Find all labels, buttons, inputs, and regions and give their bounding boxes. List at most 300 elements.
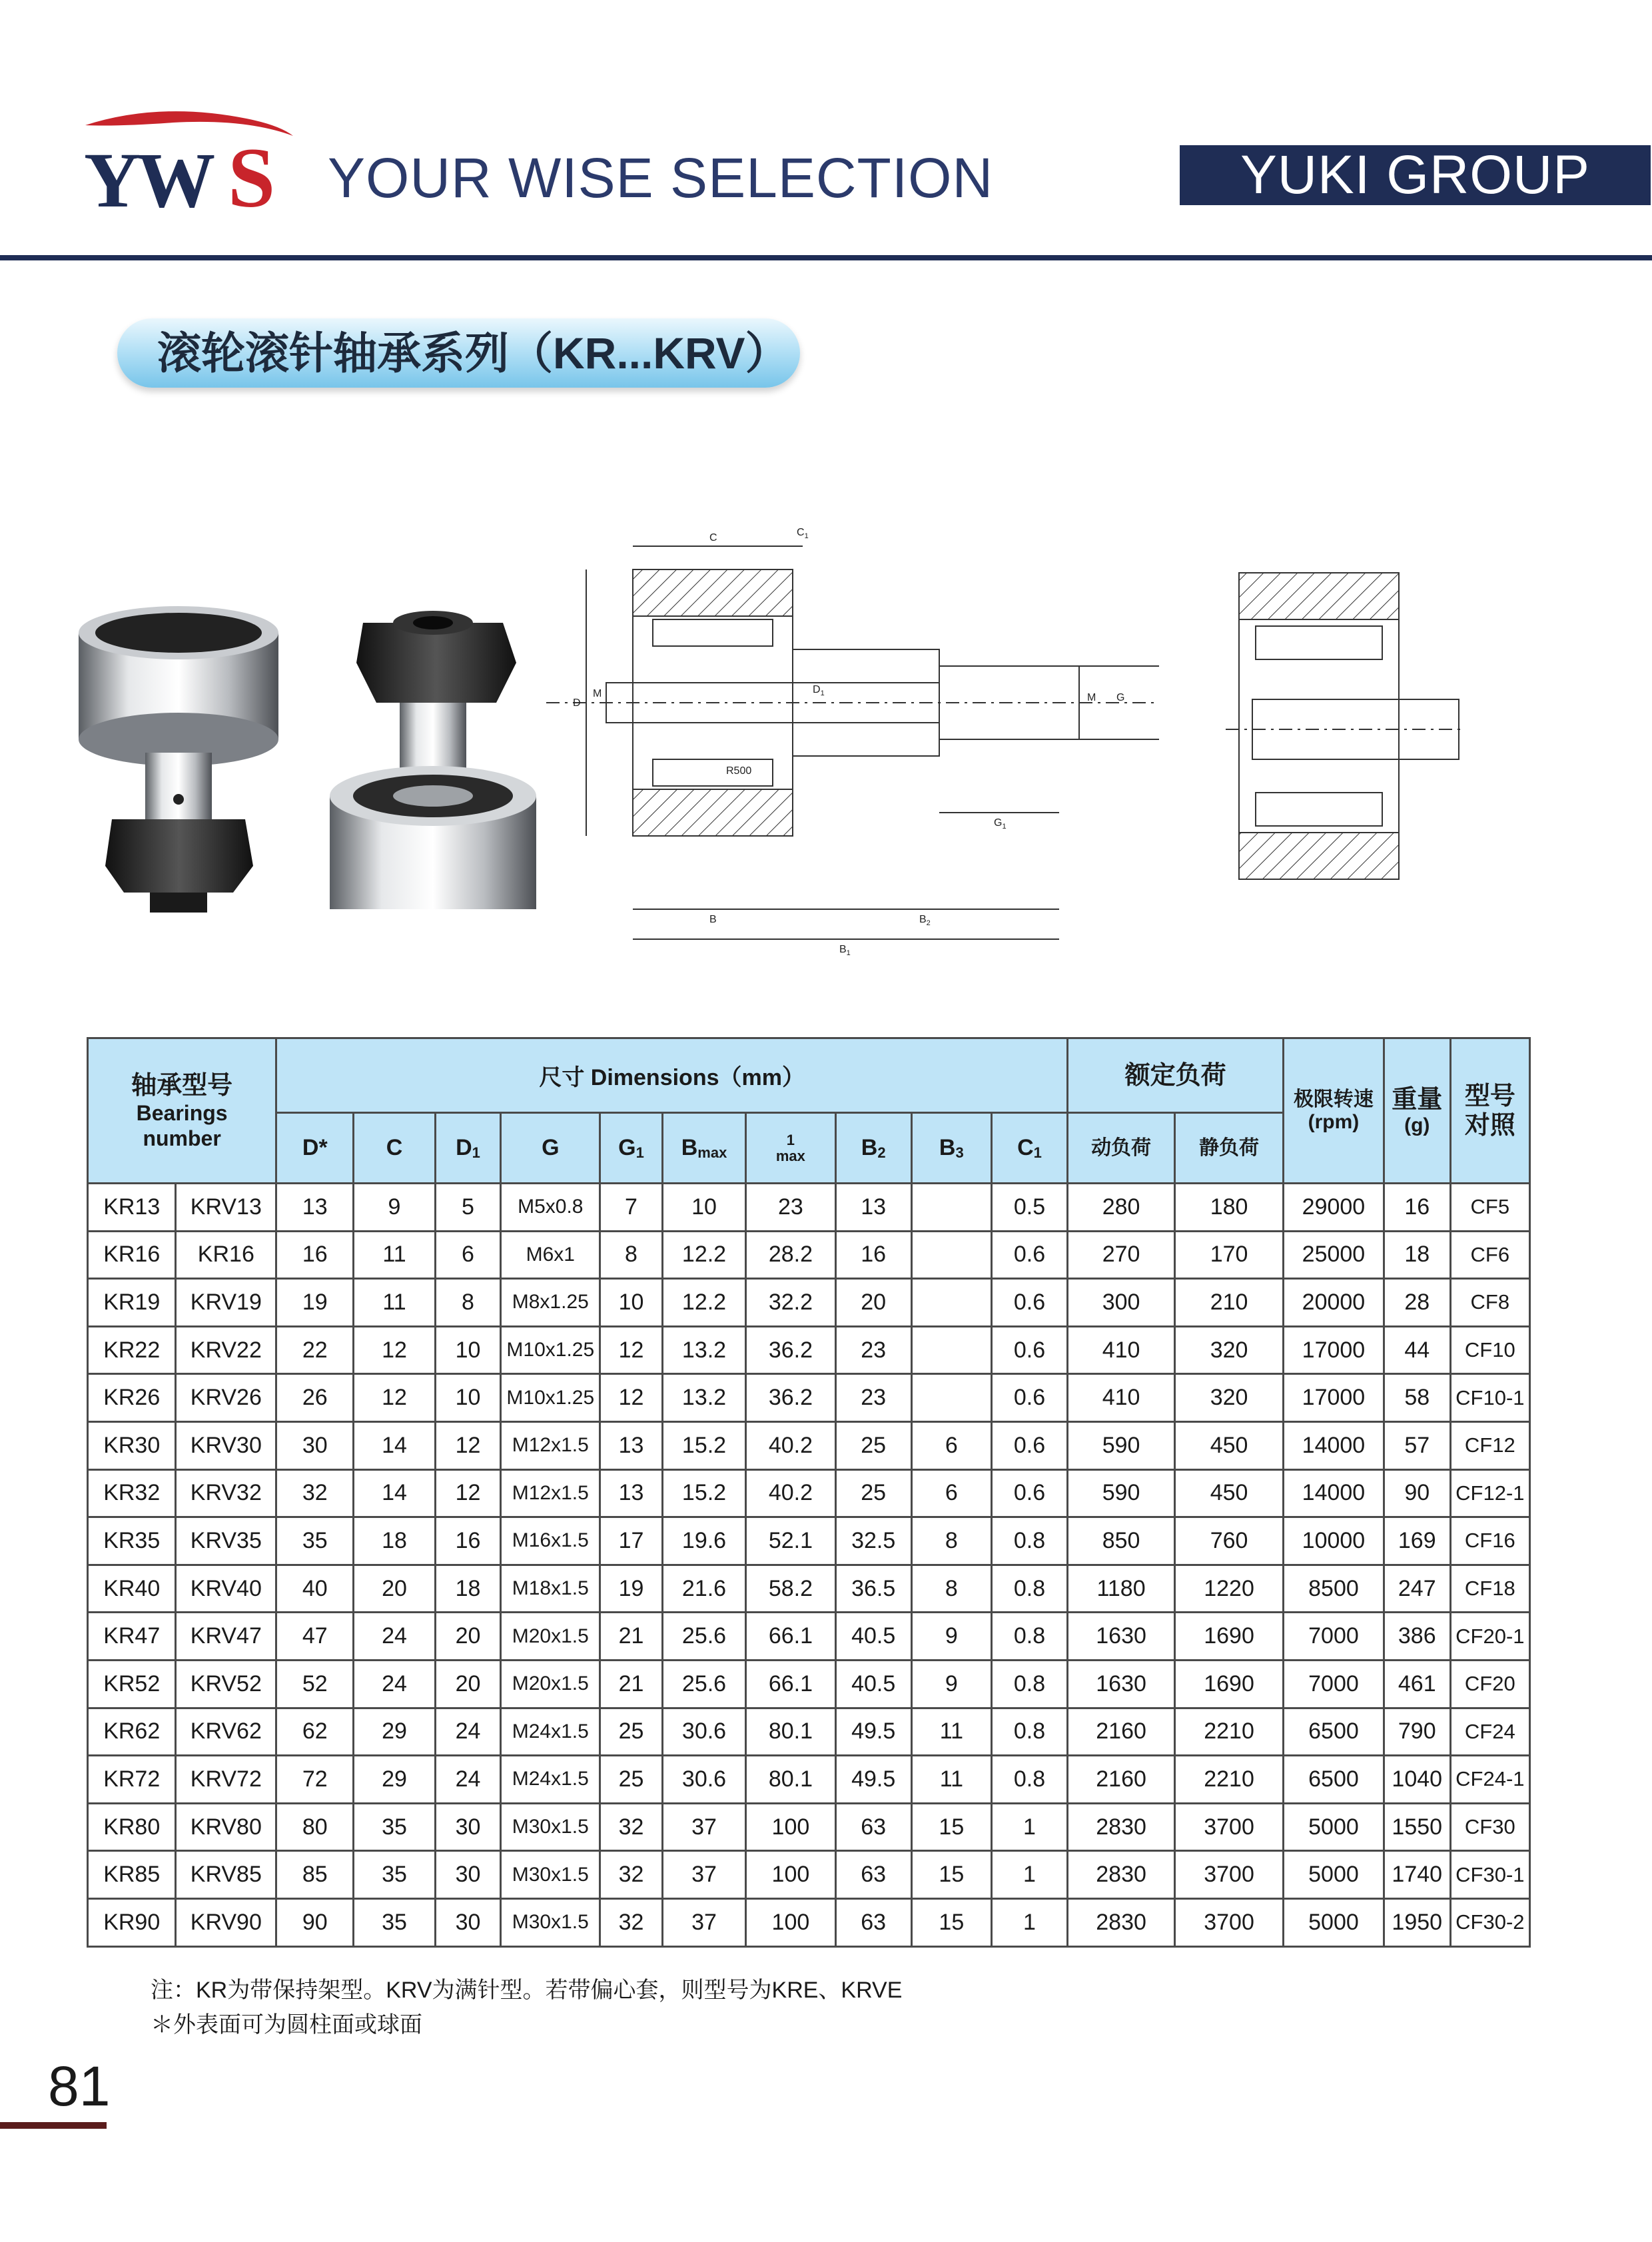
table-cell: KR90 [88,1898,176,1946]
table-cell: 2830 [1068,1851,1175,1899]
table-cell: 9 [354,1184,435,1232]
header-weight: 重量 (g) [1384,1038,1450,1184]
table-row [88,1756,1530,1804]
table-cell: 6 [435,1231,501,1279]
table-cell: 320 [1175,1326,1284,1374]
table-cell: 12 [354,1326,435,1374]
table-cell: M10x1.25 [501,1374,600,1422]
col-bmax: $B_{max}$ [662,1113,745,1184]
table-cell: CF12-1 [1450,1469,1529,1517]
table-cell: 1040 [1384,1756,1450,1804]
table-cell: 52.1 [746,1517,835,1565]
table-cell: 30.6 [662,1756,745,1804]
col-b1max: 1 max [746,1113,835,1184]
dim-label-d1: $D_1$ [813,684,825,697]
table-cell: 20 [435,1613,501,1661]
table-cell: 1690 [1175,1613,1284,1661]
table-cell: 0.8 [991,1565,1067,1613]
table-cell: 15.2 [662,1421,745,1469]
table-cell: 23 [835,1374,911,1422]
yws-logo [80,107,306,220]
table-cell: 5000 [1284,1898,1384,1946]
table-cell: 25000 [1284,1231,1384,1279]
table-cell: CF16 [1450,1517,1529,1565]
table-cell: 170 [1175,1231,1284,1279]
col-static-load: 静负荷 [1175,1113,1284,1184]
table-cell: 590 [1068,1421,1175,1469]
table-cell: 30 [276,1421,354,1469]
table-cell: 58 [1384,1374,1450,1422]
table-cell: 25 [835,1421,911,1469]
table-cell: 0.6 [991,1231,1067,1279]
col-g1: $G_1$ [600,1113,663,1184]
table-cell: M16x1.5 [501,1517,600,1565]
table-cell: 10 [600,1279,663,1327]
bearing-spec-table [87,1037,1531,1948]
table-cell: M5x0.8 [501,1184,600,1232]
header-rated-load: 额定负荷 [1068,1038,1284,1113]
full-complement-drawing [1226,560,1465,906]
table-cell: 35 [354,1898,435,1946]
table-row [88,1517,1530,1565]
table-row [88,1898,1530,1946]
svg-text:S: S [228,131,276,220]
table-cell: 63 [835,1898,911,1946]
table-cell: KR72 [88,1756,176,1804]
table-cell: 100 [746,1803,835,1851]
table-cell: 5000 [1284,1803,1384,1851]
table-cell: M20x1.5 [501,1660,600,1708]
table-cell: 1740 [1384,1851,1450,1899]
col-b2: $B_2$ [835,1113,911,1184]
table-cell: KRV13 [176,1184,276,1232]
dim-label-c1: $C_1$ [797,527,809,540]
table-cell: 2160 [1068,1708,1175,1756]
table-cell: CF30-1 [1450,1851,1529,1899]
table-cell: KRV40 [176,1565,276,1613]
table-cell: CF30 [1450,1803,1529,1851]
svg-text:YW: YW [84,137,212,220]
table-cell: 52 [276,1660,354,1708]
table-cell: 169 [1384,1517,1450,1565]
table-cell: 0.8 [991,1517,1067,1565]
table-cell: 8 [911,1517,991,1565]
table-cell: 18 [435,1565,501,1613]
table-cell: 410 [1068,1326,1175,1374]
table-cell: 66.1 [746,1660,835,1708]
col-c: C [354,1113,435,1184]
table-cell: 63 [835,1803,911,1851]
dim-label-g1: $G_1$ [994,817,1007,831]
table-cell: 40 [276,1565,354,1613]
table-cell: 8 [911,1565,991,1613]
table-cell: 1550 [1384,1803,1450,1851]
table-cell: 11 [911,1708,991,1756]
table-row [88,1184,1530,1232]
table-cell: KR19 [88,1279,176,1327]
table-cell: 10 [435,1374,501,1422]
table-cell: 10 [662,1184,745,1232]
table-cell: CF20-1 [1450,1613,1529,1661]
table-row [88,1708,1530,1756]
table-cell: 13 [835,1184,911,1232]
table-cell: 25.6 [662,1613,745,1661]
table-cell: 37 [662,1803,745,1851]
table-cell: 1630 [1068,1613,1175,1661]
table-cell: 23 [746,1184,835,1232]
col-d: D* [276,1113,354,1184]
table-cell: 0.5 [991,1184,1067,1232]
table-row [88,1613,1530,1661]
table-cell: 0.8 [991,1660,1067,1708]
table-cell: 12 [435,1469,501,1517]
table-cell: M24x1.5 [501,1756,600,1804]
table-cell: 7 [600,1184,663,1232]
table-cell: KR32 [88,1469,176,1517]
col-d1: $D_1$ [435,1113,501,1184]
table-cell: 40.5 [835,1660,911,1708]
table-cell: CF10 [1450,1326,1529,1374]
table-cell: 30 [435,1898,501,1946]
table-cell: 247 [1384,1565,1450,1613]
table-cell: 16 [276,1231,354,1279]
table-cell: 9 [911,1613,991,1661]
table-cell: 15.2 [662,1469,745,1517]
table-cell: KRV19 [176,1279,276,1327]
table-cell: M8x1.25 [501,1279,600,1327]
table-cell [911,1326,991,1374]
table-cell: CF6 [1450,1231,1529,1279]
table-cell: KRV52 [176,1660,276,1708]
col-g: G [501,1113,600,1184]
table-cell: 37 [662,1898,745,1946]
table-cell: 49.5 [835,1708,911,1756]
table-cell: CF24-1 [1450,1756,1529,1804]
table-cell: KR16 [88,1231,176,1279]
table-cell: 20 [835,1279,911,1327]
col-c1: $C_1$ [991,1113,1067,1184]
table-cell: 12 [435,1421,501,1469]
table-cell: 210 [1175,1279,1284,1327]
table-cell: 10000 [1284,1517,1384,1565]
table-cell: 300 [1068,1279,1175,1327]
table-cell: KR40 [88,1565,176,1613]
table-cell: 28 [1384,1279,1450,1327]
dim-label-d: D [573,697,581,709]
table-row [88,1851,1530,1899]
table-body [88,1184,1530,1947]
header-divider [0,255,1652,260]
table-cell: 32.2 [746,1279,835,1327]
dim-label-g: G [1116,692,1125,703]
table-cell: 32 [600,1803,663,1851]
table-cell: KRV32 [176,1469,276,1517]
table-cell: 40.2 [746,1469,835,1517]
table-cell: 14 [354,1421,435,1469]
dim-label-r500: R500 [726,765,752,777]
table-cell: 24 [435,1708,501,1756]
table-cell: 180 [1175,1184,1284,1232]
table-cell: 0.8 [991,1756,1067,1804]
table-cell: 790 [1384,1708,1450,1756]
table-cell: 29 [354,1708,435,1756]
table-row [88,1374,1530,1422]
table-cell: 35 [354,1851,435,1899]
hex-bearing-photo [323,596,546,923]
table-cell: 100 [746,1898,835,1946]
table-cell: 1 [991,1898,1067,1946]
table-cell: M30x1.5 [501,1803,600,1851]
table-cell: KR16 [176,1231,276,1279]
table-cell: 20 [435,1660,501,1708]
table-cell: 2160 [1068,1756,1175,1804]
table-cell: 13 [600,1421,663,1469]
table-cell: 90 [276,1898,354,1946]
table-cell: 9 [911,1660,991,1708]
table-cell: KR26 [88,1374,176,1422]
dim-label-b: B [709,914,717,925]
table-cell: 63 [835,1851,911,1899]
table-cell: 0.6 [991,1279,1067,1327]
table-cell: 29000 [1284,1184,1384,1232]
table-cell: KRV47 [176,1613,276,1661]
series-title: 滚轮滚针轴承系列（KR...KRV） [157,328,789,378]
table-cell: M6x1 [501,1231,600,1279]
table-cell: 450 [1175,1421,1284,1469]
page-number-rule [0,2122,107,2129]
dim-label-b1: $B_1$ [839,944,851,957]
table-cell: 11 [354,1279,435,1327]
table-cell: 21 [600,1660,663,1708]
table-cell: CF20 [1450,1660,1529,1708]
table-cell: 80 [276,1803,354,1851]
table-cell: 40.5 [835,1613,911,1661]
table-row [88,1469,1530,1517]
table-cell: 2830 [1068,1898,1175,1946]
table-cell: KRV85 [176,1851,276,1899]
table-cell: 16 [835,1231,911,1279]
table-header-row [88,1038,1530,1113]
table-cell: 410 [1068,1374,1175,1422]
table-cell: 35 [354,1803,435,1851]
table-cell: M24x1.5 [501,1708,600,1756]
dim-label-m2: M [1087,692,1096,703]
table-cell: 10 [435,1326,501,1374]
dim-label-b2: $B_2$ [919,914,931,927]
table-cell: 1630 [1068,1660,1175,1708]
table-cell [911,1279,991,1327]
table-cell: 850 [1068,1517,1175,1565]
table-cell: 280 [1068,1184,1175,1232]
table-cell: 16 [435,1517,501,1565]
header-bearing-number: 轴承型号 Bearings number [88,1038,276,1184]
table-cell: 5 [435,1184,501,1232]
note-outer-surface: ＊外表面可为圆柱面或球面 [151,2012,422,2038]
table-cell: 8 [600,1231,663,1279]
table-cell: 40.2 [746,1421,835,1469]
table-cell: 18 [1384,1231,1450,1279]
table-cell: KRV90 [176,1898,276,1946]
table-cell: 13 [600,1469,663,1517]
table-cell: 12 [354,1374,435,1422]
table-cell: KRV80 [176,1803,276,1851]
table-cell: 100 [746,1851,835,1899]
table-cell: 16 [1384,1184,1450,1232]
table-cell: M12x1.5 [501,1421,600,1469]
table-cell: 20000 [1284,1279,1384,1327]
table-cell: 0.8 [991,1613,1067,1661]
table-cell: 5000 [1284,1851,1384,1899]
table-cell: 270 [1068,1231,1175,1279]
table-cell: 28.2 [746,1231,835,1279]
table-cell: 6 [911,1421,991,1469]
col-b3: $B_3$ [911,1113,991,1184]
table-cell: CF30-2 [1450,1898,1529,1946]
table-row [88,1565,1530,1613]
table-cell: 85 [276,1851,354,1899]
table-cell: 13.2 [662,1374,745,1422]
dim-label-c: C [709,532,717,544]
table-cell: 37 [662,1851,745,1899]
series-title-pill [117,318,800,388]
header-speed: 极限转速 (rpm) [1284,1038,1384,1184]
table-cell: KRV72 [176,1756,276,1804]
table-cell: 21.6 [662,1565,745,1613]
table-cell: KR85 [88,1851,176,1899]
table-cell: 15 [911,1898,991,1946]
table-cell: 6500 [1284,1708,1384,1756]
table-cell: 2210 [1175,1756,1284,1804]
table-cell: 44 [1384,1326,1450,1374]
table-cell: 29 [354,1756,435,1804]
table-cell: KR13 [88,1184,176,1232]
table-row [88,1421,1530,1469]
table-cell: 7000 [1284,1660,1384,1708]
table-cell: 461 [1384,1660,1450,1708]
header-reference: 型号 对照 [1450,1038,1529,1184]
table-cell: KRV62 [176,1708,276,1756]
table-cell: 760 [1175,1517,1284,1565]
table-cell: 6500 [1284,1756,1384,1804]
table-cell: 14000 [1284,1469,1384,1517]
table-row [88,1326,1530,1374]
table-cell: 8 [435,1279,501,1327]
table-cell: 57 [1384,1421,1450,1469]
table-cell: 12 [600,1326,663,1374]
table-cell: 13.2 [662,1326,745,1374]
note-cage-type: 注：KR为带保持架型。KRV为满针型。若带偏心套，则型号为KRE、KRVE [151,1978,903,2003]
table-cell: 22 [276,1326,354,1374]
table-cell: 35 [276,1517,354,1565]
table-cell: 0.6 [991,1469,1067,1517]
table-cell: M18x1.5 [501,1565,600,1613]
table-cell: 0.6 [991,1421,1067,1469]
table-cell: M20x1.5 [501,1613,600,1661]
table-cell [911,1374,991,1422]
table-cell: KRV26 [176,1374,276,1422]
table-cell: 32 [276,1469,354,1517]
table-cell: 7000 [1284,1613,1384,1661]
table-cell: M12x1.5 [501,1469,600,1517]
table-cell: 23 [835,1326,911,1374]
table-row [88,1660,1530,1708]
table-cell: 36.2 [746,1374,835,1422]
table-cell: 1220 [1175,1565,1284,1613]
table-cell: 15 [911,1851,991,1899]
table-cell: 12.2 [662,1231,745,1279]
table-cell: 30 [435,1803,501,1851]
table-cell: 21 [600,1613,663,1661]
table-cell: 14000 [1284,1421,1384,1469]
table-cell: 90 [1384,1469,1450,1517]
table-cell: 12 [600,1374,663,1422]
table-cell: KR47 [88,1613,176,1661]
dim-label-m: M [593,688,602,699]
table-cell: KR35 [88,1517,176,1565]
table-cell: 25 [835,1469,911,1517]
table-cell: 0.6 [991,1326,1067,1374]
header-dimensions: 尺寸 Dimensions（mm） [276,1038,1068,1113]
table-cell: 8500 [1284,1565,1384,1613]
table-cell: KR80 [88,1803,176,1851]
table-cell: CF8 [1450,1279,1529,1327]
table-cell: 12.2 [662,1279,745,1327]
tagline: YOUR WISE SELECTION [328,147,994,209]
group-banner [1180,145,1651,205]
table-cell: 19.6 [662,1517,745,1565]
table-cell: 2830 [1068,1803,1175,1851]
table-cell: 14 [354,1469,435,1517]
table-cell: CF10-1 [1450,1374,1529,1422]
table-cell: KR22 [88,1326,176,1374]
table-cell: 17000 [1284,1326,1384,1374]
table-cell: 19 [276,1279,354,1327]
table-cell: 18 [354,1517,435,1565]
table-cell: 72 [276,1756,354,1804]
table-cell: 24 [354,1660,435,1708]
table-cell: 15 [911,1803,991,1851]
table-cell: 80.1 [746,1708,835,1756]
table-cell: KR30 [88,1421,176,1469]
table-cell: 1 [991,1851,1067,1899]
table-cell: 386 [1384,1613,1450,1661]
table-cell: KRV30 [176,1421,276,1469]
table-cell: 49.5 [835,1756,911,1804]
table-cell: 80.1 [746,1756,835,1804]
table-cell: CF12 [1450,1421,1529,1469]
table-cell: 450 [1175,1469,1284,1517]
table-cell: CF18 [1450,1565,1529,1613]
table-cell: 1690 [1175,1660,1284,1708]
table-cell: M30x1.5 [501,1851,600,1899]
table-cell: 26 [276,1374,354,1422]
table-cell: 25 [600,1756,663,1804]
table-cell: 30 [435,1851,501,1899]
table-cell: 19 [600,1565,663,1613]
table-cell: CF24 [1450,1708,1529,1756]
table-cell: 30.6 [662,1708,745,1756]
table-cell: CF5 [1450,1184,1529,1232]
table-cell: 36.5 [835,1565,911,1613]
table-cell: 1180 [1068,1565,1175,1613]
table-cell: 1 [991,1803,1067,1851]
table-cell: 11 [911,1756,991,1804]
table-cell: KR62 [88,1708,176,1756]
table-cell: 36.2 [746,1326,835,1374]
table-cell: KR52 [88,1660,176,1708]
table-cell: KRV22 [176,1326,276,1374]
table-cell: 20 [354,1565,435,1613]
